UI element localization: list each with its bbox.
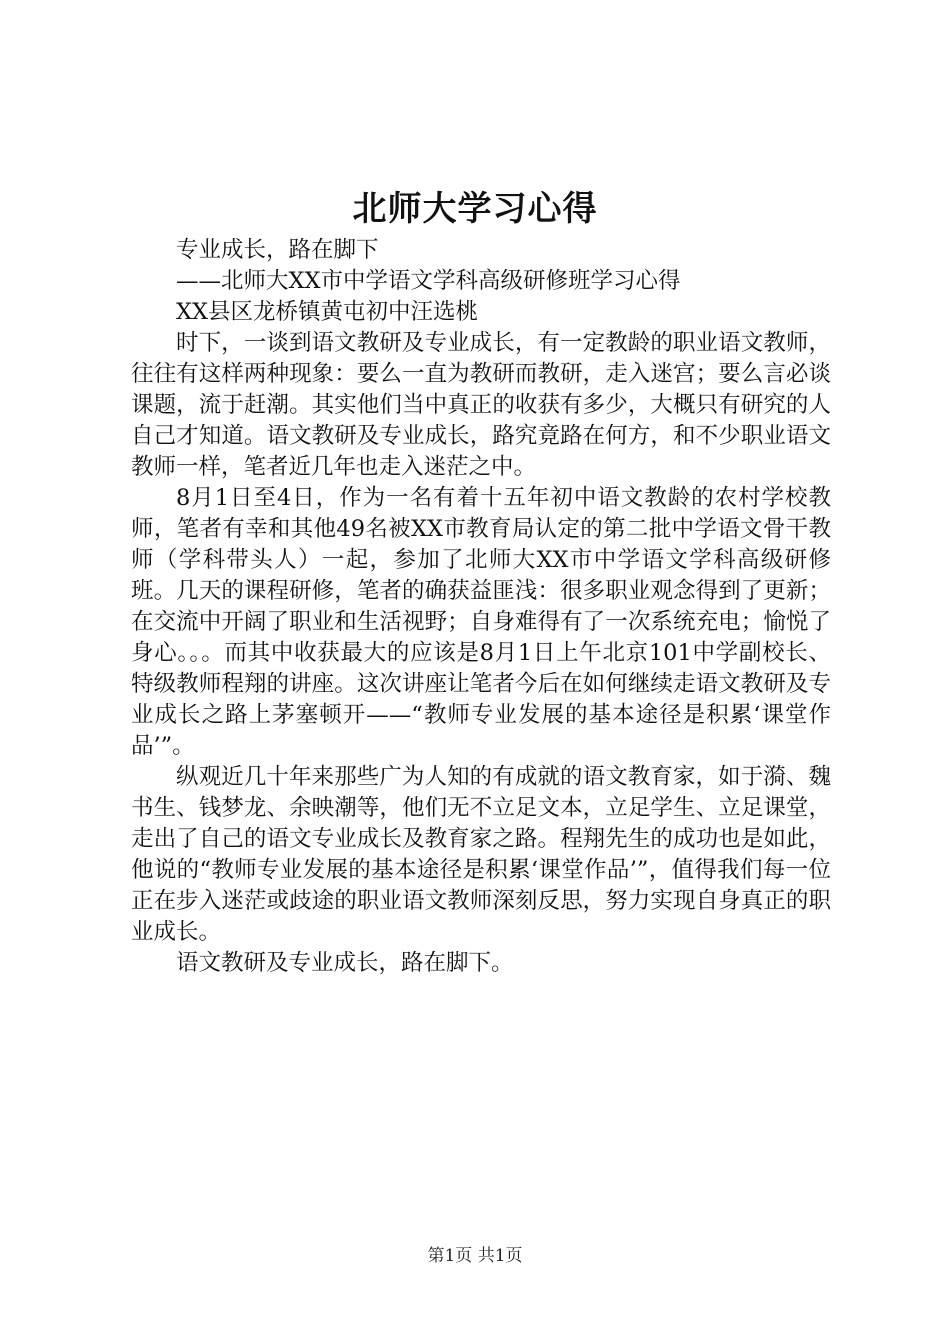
page-footer: 第1页 共1页: [427, 1246, 523, 1266]
body-paragraph: 8月1日至4日，作为一名有着十五年初中语文教龄的农村学校教师，笔者有幸和其他49名被XX市教育局认定的第二批中学语文骨干教师（学科带头人）一起，参加了北师大XX市中学语文学科高级研修班。几天的课程研修，笔者的确获益匪浅：很多职业观念得到了更新；在交流中开阔了职业和生活视野；自身难得有了一次系统充电；愉悦了身心。。。而其中收获最大的应该是8月1日上午北京101中学副校长、特级教师程翔的讲座。这次讲座让笔者今后在如何继续走语文教研及专业成长之路上茅塞顿开——“教师专业发展的基本途径是积累‘课堂作品’”。: [131, 485, 831, 759]
subtitle-line: ——北师大XX市中学语文学科高级研修班学习心得: [176, 268, 681, 294]
document-title: 北师大学习心得: [352, 189, 598, 229]
author-line: XX县区龙桥镇黄屯初中汪选桃: [176, 299, 479, 325]
body-paragraph: 语文教研及专业成长，路在脚下。: [176, 950, 514, 976]
body-paragraph: 时下，一谈到语文教研及专业成长，有一定教龄的职业语文教师，往往有这样两种现象：要么一直为教研而教研，走入迷宫；要么言必谈课题，流于赶潮。其实他们当中真正的收获有多少，大概只有研究的人自己才知道。语文教研及专业成长，路究竟路在何方，和不少职业语文教师一样，笔者近几年也走入迷茫之中。: [131, 330, 831, 480]
body-paragraph: 纵观近几十年来那些广为人知的有成就的语文教育家，如于漪、魏书生、钱梦龙、余映潮等，他们无不立足文本，立足学生、立足课堂，走出了自己的语文专业成长及教育家之路。程翔先生的成功也是如此，他说的“教师专业发展的基本途径是积累‘课堂作品’”，值得我们每一位正在步入迷茫或歧途的职业语文教师深刻反思，努力实现自身真正的职业成长。: [131, 764, 831, 945]
document-body: [131, 235, 831, 979]
subtitle-line: 专业成长，路在脚下: [176, 237, 379, 263]
